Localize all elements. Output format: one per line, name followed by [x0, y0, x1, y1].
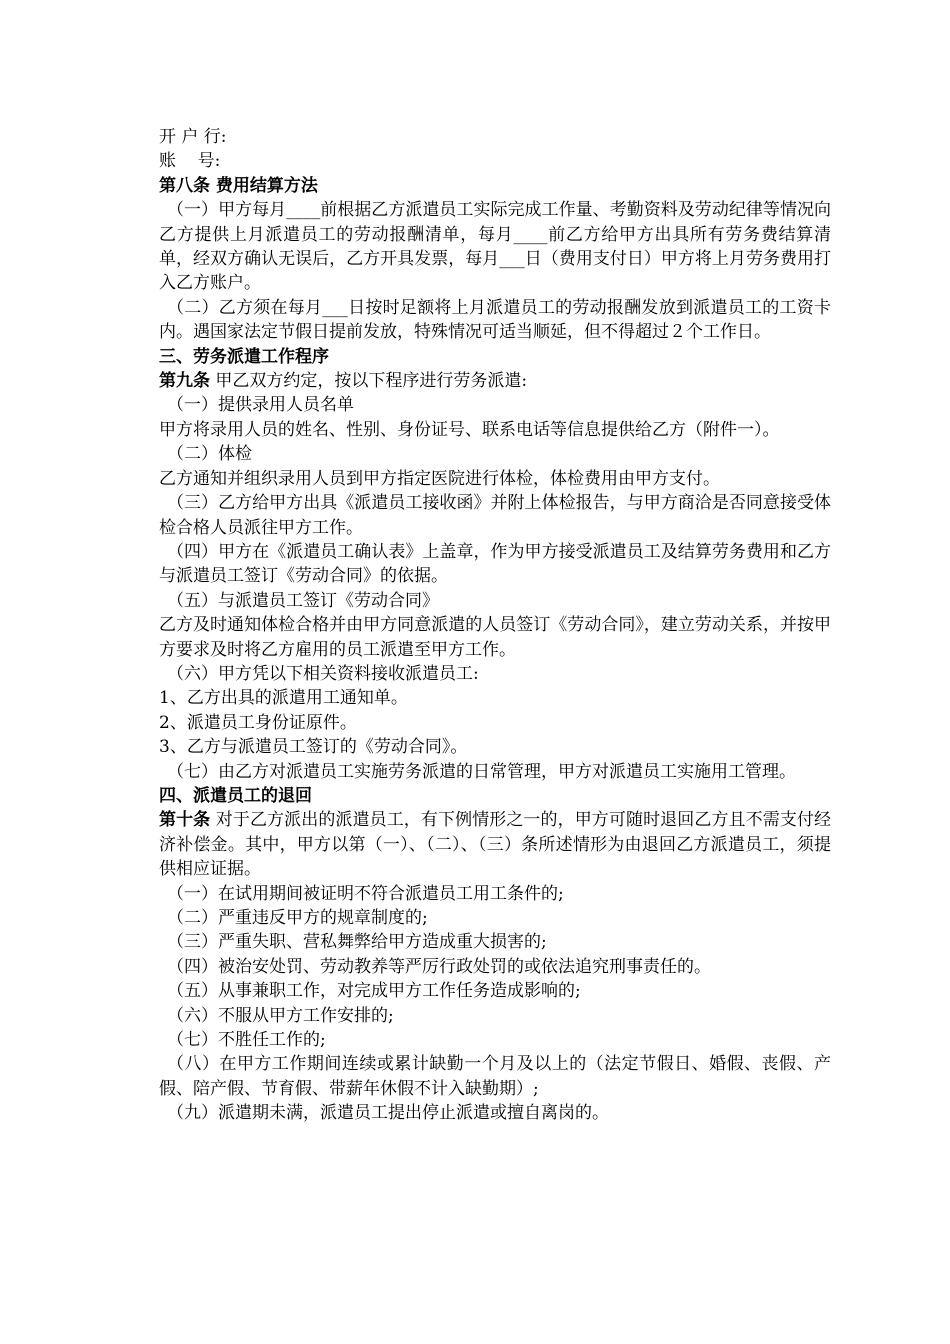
step-6-item-2: 2、派遣员工身份证原件。: [159, 712, 357, 733]
article-8-para-1: （一）甲方每月____前根据乙方派遣员工实际完成工作量、考勤资料及劳动纪律等情况向乙方提供上月派遣员工的劳动报酬清单，每月____前乙方给甲方出具所有劳务费结算清单，经双方确认无误后，乙方开具发票，每月___日（费用支付日）甲方将上月劳务费用打入乙方账户。: [159, 200, 831, 294]
step-3: （三）乙方给甲方出具《派遣员工接收函》并附上体检报告，与甲方商洽是否同意接受体检合格人员派往甲方工作。: [159, 493, 831, 538]
condition-6: （六）不服从甲方工作安排的;: [167, 1005, 394, 1026]
step-2-title: （二）体检: [167, 444, 252, 465]
step-7: （七）由乙方对派遣员工实施劳务派遣的日常管理，甲方对派遣员工实施用工管理。: [167, 761, 796, 782]
step-1-title: （一）提供录用人员名单: [167, 395, 354, 416]
condition-5: （五）从事兼职工作，对完成甲方工作任务造成影响的;: [167, 981, 581, 1002]
article-8-heading: 第八条 费用结算方法: [159, 175, 318, 196]
article-10: [159, 808, 831, 881]
condition-9: （九）派遣期未满，派遣员工提出停止派遣或擅自离岗的。: [167, 1103, 609, 1124]
condition-4: （四）被治安处罚、劳动教养等严厉行政处罚的或依法追究刑事责任的。: [167, 956, 711, 977]
bank-line: 开 户 行:: [159, 127, 227, 147]
article-9-text: 甲乙双方约定，按以下程序进行劳务派遣:: [210, 371, 528, 392]
step-5-title: （五）与派遣员工签订《劳动合同》: [167, 590, 439, 611]
step-4: （四）甲方在《派遣员工确认表》上盖章，作为甲方接受派遣员工及结算劳务费用和乙方与派遣员工签订《劳动合同》的依据。: [159, 541, 831, 587]
document-body: [159, 125, 831, 1126]
step-2-text: 乙方通知并组织录用人员到甲方指定医院进行体检，体检费用由甲方支付。: [159, 468, 720, 489]
step-6-title: （六）甲方凭以下相关资料接收派遣员工:: [167, 663, 479, 684]
condition-8: （八）在甲方工作期间连续或累计缺勤一个月及以上的（法定节假日、婚假、丧假、产假、陪产假、节育假、带薪年休假不计入缺勤期）;: [159, 1054, 831, 1099]
step-6-item-3: 3、乙方与派遣员工签订的《劳动合同》。: [159, 737, 468, 758]
article-8-para-2: （二）乙方须在每月___日按时足额将上月派遣员工的劳动报酬发放到派遣员工的工资卡内。遇国家法定节假日提前发放，特殊情况可适当顺延，但不得超过２个工作日。: [159, 297, 831, 343]
article-9-label: 第九条: [159, 371, 210, 392]
step-1-text: 甲方将录用人员的姓名、性别、身份证号、联系电话等信息提供给乙方（附件一）。: [159, 419, 780, 440]
section-3-heading: 三、劳务派遣工作程序: [159, 346, 329, 367]
article-10-text: 对于乙方派出的派遣员工，有下例情形之一的，甲方可随时退回乙方且不需支付经济补偿金。其中，甲方以第（一）、（二）、（三）条所述情形为由退回乙方派遣员工，须提供相应证据。: [159, 810, 832, 880]
step-6-item-1: 1、乙方出具的派遣用工通知单。: [159, 688, 408, 709]
article-10-label: 第十条: [159, 810, 211, 831]
account-line: 账 号:: [159, 151, 221, 172]
condition-3: （三）严重失职、营私舞弊给甲方造成重大损害的;: [167, 932, 547, 953]
section-4-heading: 四、派遣员工的退回: [159, 785, 312, 806]
condition-7: （七）不胜任工作的;: [167, 1030, 326, 1051]
condition-2: （二）严重违反甲方的规章制度的;: [167, 908, 428, 928]
condition-1: （一）在试用期间被证明不符合派遣员工用工条件的;: [167, 883, 564, 904]
article-9: [159, 369, 831, 393]
step-5-text: 乙方及时通知体检合格并由甲方同意派遣的人员签订《劳动合同》，建立劳动关系，并按甲方要求及时将乙方雇用的员工派遣至甲方工作。: [159, 615, 831, 660]
